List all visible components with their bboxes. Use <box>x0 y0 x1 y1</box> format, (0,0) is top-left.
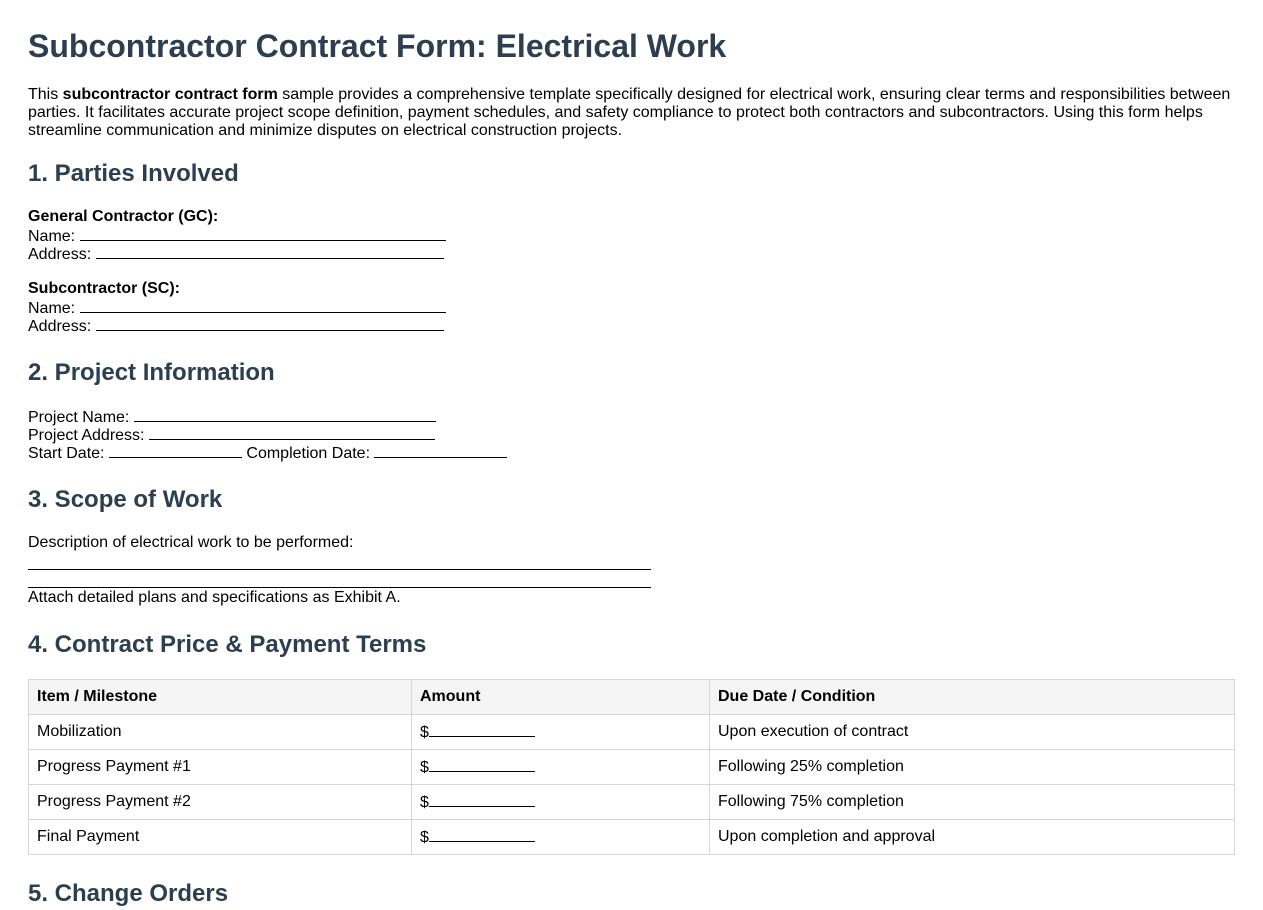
payment-terms-table <box>28 679 1235 855</box>
currency-symbol: $ <box>420 724 429 741</box>
column-header-item: Item / Milestone <box>29 680 412 715</box>
column-header-due: Due Date / Condition <box>710 680 1235 715</box>
intro-bold: subcontractor contract form <box>62 86 278 103</box>
cell-amount <box>412 820 710 855</box>
intro-post: sample provides a comprehensive template specifically designed for electrical work, ensuring clear terms and responsibilities between parties. It facilitates accurate project scope definition, payment schedules, and safety compliance to protect both contractors and subcontractors. Using this form helps streamline communication and minimize disputes on electrical construction projects. <box>28 86 1231 139</box>
cell-due: Upon completion and approval <box>710 820 1235 855</box>
gc-label: General Contractor (GC): <box>28 208 219 225</box>
gc-address-row <box>28 244 446 262</box>
general-contractor-block <box>28 208 446 262</box>
gc-address-field[interactable] <box>96 244 444 259</box>
scope-description-line-1[interactable] <box>28 552 651 570</box>
completion-date-field[interactable] <box>374 443 507 458</box>
project-name-row <box>28 407 507 425</box>
project-address-field[interactable] <box>149 425 435 440</box>
cell-due: Upon execution of contract <box>710 715 1235 750</box>
amount-field[interactable] <box>429 722 535 737</box>
sc-name-field[interactable] <box>80 298 446 313</box>
scope-block <box>28 534 651 607</box>
start-date-field[interactable] <box>109 443 242 458</box>
cell-item: Progress Payment #1 <box>29 750 412 785</box>
cell-item: Progress Payment #2 <box>29 785 412 820</box>
project-name-label: Project Name: <box>28 409 130 426</box>
project-name-field[interactable] <box>134 407 436 422</box>
scope-attach-note: Attach detailed plans and specifications as Exhibit A. <box>28 589 401 606</box>
column-header-amount: Amount <box>412 680 710 715</box>
sc-name-label: Name: <box>28 300 76 317</box>
project-address-label: Project Address: <box>28 427 145 444</box>
gc-name-row <box>28 226 446 244</box>
cell-amount <box>412 750 710 785</box>
project-address-row <box>28 425 507 443</box>
sc-name-row <box>28 298 446 316</box>
section-1-heading: 1. Parties Involved <box>28 160 239 187</box>
dates-row <box>28 443 507 461</box>
page-title: Subcontractor Contract Form: Electrical Work <box>28 28 727 64</box>
project-info-block <box>28 407 507 461</box>
section-3-heading: 3. Scope of Work <box>28 486 223 513</box>
sc-address-label: Address: <box>28 318 92 335</box>
gc-address-label: Address: <box>28 246 92 263</box>
sc-label: Subcontractor (SC): <box>28 280 180 297</box>
scope-description-line-2[interactable] <box>28 570 651 588</box>
table-row <box>29 785 1235 820</box>
completion-date-label: Completion Date: <box>246 445 371 462</box>
cell-due: Following 75% completion <box>710 785 1235 820</box>
cell-due: Following 25% completion <box>710 750 1235 785</box>
table-row <box>29 820 1235 855</box>
sc-address-row <box>28 316 446 334</box>
cell-item: Final Payment <box>29 820 412 855</box>
currency-symbol: $ <box>420 759 429 776</box>
section-5-heading: 5. Change Orders <box>28 880 229 907</box>
currency-symbol: $ <box>420 829 429 846</box>
intro-pre: This <box>28 86 63 103</box>
scope-description-label: Description of electrical work to be performed: <box>28 534 354 551</box>
intro-paragraph <box>28 86 1238 140</box>
cell-amount <box>412 785 710 820</box>
table-row <box>29 715 1235 750</box>
table-row <box>29 750 1235 785</box>
currency-symbol: $ <box>420 794 429 811</box>
amount-field[interactable] <box>429 757 535 772</box>
amount-field[interactable] <box>429 792 535 807</box>
section-2-heading: 2. Project Information <box>28 359 275 386</box>
table-header-row <box>29 680 1235 715</box>
cell-item: Mobilization <box>29 715 412 750</box>
sc-address-field[interactable] <box>96 316 444 331</box>
start-date-label: Start Date: <box>28 445 105 462</box>
cell-amount <box>412 715 710 750</box>
gc-name-field[interactable] <box>80 226 446 241</box>
section-4-heading: 4. Contract Price & Payment Terms <box>28 631 427 658</box>
subcontractor-block <box>28 280 446 334</box>
gc-name-label: Name: <box>28 228 76 245</box>
amount-field[interactable] <box>429 827 535 842</box>
